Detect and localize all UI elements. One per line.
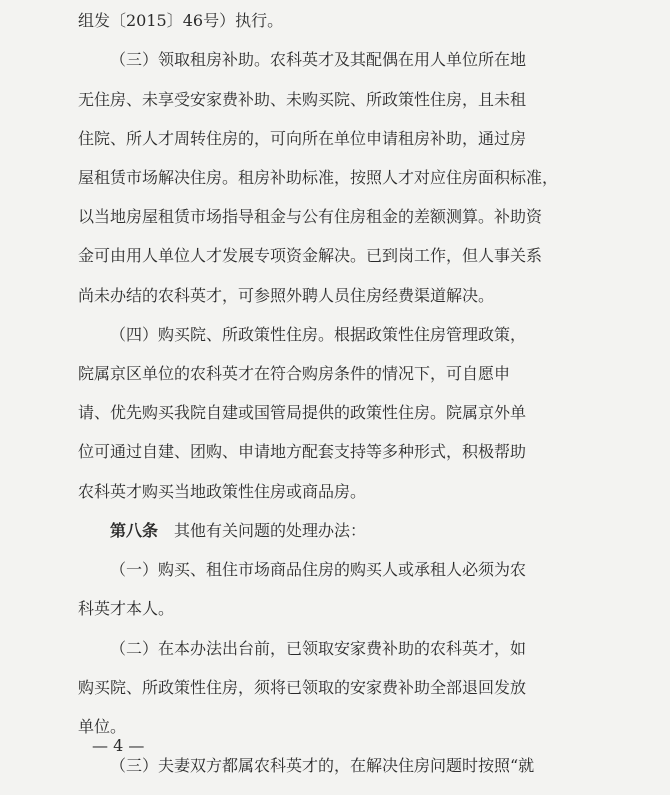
text-line: （二）在本办法出台前，已领取安家费补助的农科英才，如 <box>110 639 527 658</box>
article-title: 其他有关问题的处理办法： <box>174 521 367 540</box>
article-heading <box>110 514 366 548</box>
text-line: 尚未办结的农科英才，可参照外聘人员住房经费渠道解决。 <box>78 286 495 305</box>
text-line: 无住房、未享受安家费补助、未购买院、所政策性住房，且未租 <box>78 90 527 109</box>
text-line: 科英才本人。 <box>78 599 175 618</box>
text-line: 住院、所人才周转住房的，可向所在单位申请租房补助，通过房 <box>78 129 527 148</box>
text-line: 院属京区单位的农科英才在符合购房条件的情况下，可自愿申 <box>78 364 511 383</box>
text-line: 金可由用人单位人才发展专项资金解决。已到岗工作，但人事关系 <box>78 246 543 265</box>
article-label: 第八条 <box>110 521 159 540</box>
text-line: 农科英才购买当地政策性住房或商品房。 <box>78 482 367 501</box>
text-line: 请、优先购买我院自建或国管局提供的政策性住房。院属京外单 <box>78 403 527 422</box>
text-line: （三）夫妻双方都属农科英才的，在解决住房问题时按照“就 <box>110 756 535 775</box>
text-line: （一）购买、租住市场商品住房的购买人或承租人必须为农 <box>110 560 527 579</box>
text-line: 购买院、所政策性住房，须将已领取的安家费补助全部退回发放 <box>78 678 527 697</box>
text-line: （三）领取租房补助。农科英才及其配偶在用人单位所在地 <box>110 50 527 69</box>
text-line: 位可通过自建、团购、申请地方配套支持等多种形式，积极帮助 <box>78 442 527 461</box>
text-line: 屋租赁市场解决住房。租房补助标准，按照人才对应住房面积标准， <box>78 168 559 187</box>
text-line: 组发〔2015〕46号）执行。 <box>78 11 284 30</box>
text-line: 以当地房屋租赁市场指导租金与公有住房租金的差额测算。补助资 <box>78 207 543 226</box>
page-number: — 4 — <box>92 736 145 755</box>
text-line: 单位。 <box>78 717 127 736</box>
text-line: （四）购买院、所政策性住房。根据政策性住房管理政策， <box>110 325 527 344</box>
